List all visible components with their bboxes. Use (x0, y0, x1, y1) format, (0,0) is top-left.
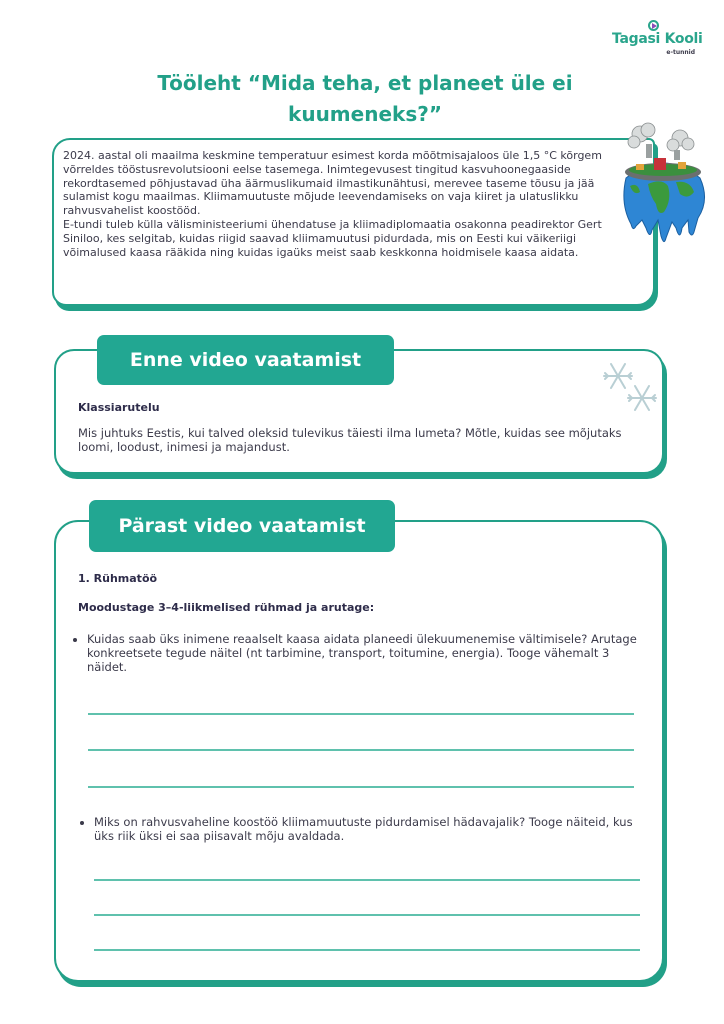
snowflake-icon (598, 358, 660, 416)
page-title: Tööleht “Mida teha, et planeet üle ei kuumeneks?” (157, 71, 573, 126)
after-video-box (54, 520, 664, 982)
question-1-text: Kuidas saab üks inimene reaalselt kaasa aidata planeedi ülekuumenemise vältimisele? Arutage konkreetsete tegude näitel (nt tarbimine, transport, toitumine, energia). Tooge vähemalt 3 näidet. (87, 632, 637, 674)
intro-paragraph-1: 2024. aastal oli maailma keskmine temperatuur esimest korda mõõtmisajaloos üle 1,5 °C kõrgem võrreldes tööstusrevolutsiooni eelse tasemega. Inimtegevusest tingitud kasvuhoonegaaside rekordtasemed põhjustavad üha äärmuslikumaid ilmastikunähtusi, merevee taseme tõusu ja jää sulamist kogu maailmas. Kliimamuutuste mõjude leevendamiseks on vaja kiiret ja ulatuslikku rahvusvahelist koostööd. (63, 149, 602, 218)
tagasi-kooli-logo (612, 20, 707, 62)
after-video-tab: Pärast video vaatamist (89, 500, 395, 552)
question-2 (80, 815, 650, 845)
group-work-heading: 1. Rühmatöö (78, 572, 158, 585)
group-work-instruction: Moodustage 3–4-liikmelised rühmad ja arutage: (78, 601, 375, 614)
logo-name: Tagasi Kooli (612, 31, 703, 47)
class-discussion-heading: Klassiarutelu (78, 401, 160, 414)
play-icon (648, 20, 659, 31)
question-2-text: Miks on rahvusvaheline koostöö kliimamuutuste pidurdamisel hädavajalik? Tooge näiteid, kus üks riik üksi ei saa piisavalt mõju avaldada. (94, 815, 633, 843)
class-discussion-question: Mis juhtuks Eestis, kui talved oleksid tulevikus täiesti ilma lumeta? Mõtle, kuidas see mõjutaks loomi, loodust, inimesi ja majandust. (78, 426, 622, 454)
melting-earth-icon (618, 120, 708, 250)
bullet-icon (80, 821, 84, 825)
answer-line-2-2[interactable] (94, 914, 640, 916)
answer-line-2-3[interactable] (94, 949, 640, 951)
intro-text (63, 149, 623, 259)
question-1 (73, 632, 653, 676)
intro-paragraph-2: E-tundi tuleb külla välisministeeriumi ühendatuse ja kliimadiplomaatia osakonna peadirektor Gert Siniloo, kes selgitab, kuidas riigid saavad kliimamuutusi pidurdada, mis on Eesti kui väikeriigi võimalused kaasa rääkida ning kuidas igaüks meist saab keskkonna hoidmisele kaasa aidata. (63, 217, 602, 259)
answer-line-1-3[interactable] (88, 786, 634, 788)
before-video-tab: Enne video vaatamist (97, 335, 394, 385)
answer-line-1-1[interactable] (88, 713, 634, 715)
answer-line-2-1[interactable] (94, 879, 640, 881)
answer-line-1-2[interactable] (88, 749, 634, 751)
bullet-icon (73, 638, 77, 642)
logo-subtitle: e-tunnid (666, 49, 695, 56)
